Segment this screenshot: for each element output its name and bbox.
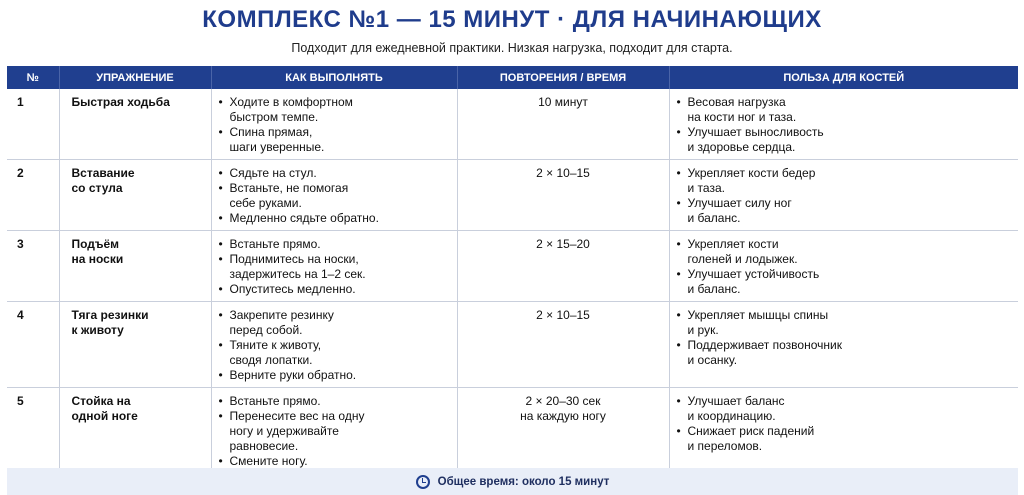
- list-item-line: • Укрепляет мышцы спины: [687, 308, 829, 322]
- list-item: [676, 338, 1013, 368]
- list-item-line: • Встаньте прямо.: [229, 237, 321, 251]
- reps-time: [457, 89, 669, 160]
- list-item-line: задержитесь на 1–2 сек.: [229, 267, 366, 281]
- list-item-line: • Укрепляет кости: [687, 237, 779, 251]
- header-num: №: [7, 66, 59, 89]
- reps-time-line: 2 × 10–15: [536, 308, 590, 322]
- row-number: 5: [17, 394, 24, 408]
- list-item: [676, 308, 1013, 338]
- list-item-line: себе руками.: [229, 196, 302, 210]
- list-item-line: • Ходите в комфортном: [229, 95, 353, 109]
- list-item-line: и переломов.: [687, 439, 763, 453]
- table-row: [7, 388, 1018, 474]
- list-item-line: • Сядьте на стул.: [229, 166, 317, 180]
- list-item: [218, 237, 451, 252]
- bone-benefit: [669, 89, 1018, 160]
- how-to-perform: [211, 388, 457, 474]
- header-how: КАК ВЫПОЛНЯТЬ: [211, 66, 457, 89]
- how-to-perform-list: [218, 166, 451, 226]
- list-item: [218, 282, 451, 297]
- list-item-line: быстром темпе.: [229, 110, 319, 124]
- list-item: [218, 166, 451, 181]
- list-item-line: • Встаньте прямо.: [229, 394, 321, 408]
- page-subtitle: Подходит для ежедневной практики. Низкая нагрузка, подходит для старта.: [291, 41, 733, 55]
- reps-time-line: 10 минут: [538, 95, 588, 109]
- how-to-perform-list: [218, 394, 451, 469]
- exercise-name: [59, 89, 211, 160]
- list-item-line: • Улучшает выносливость: [687, 125, 824, 139]
- list-item-line: ногу и удерживайте: [229, 424, 339, 438]
- reps-time: [457, 302, 669, 388]
- bone-benefit-list: [676, 95, 1013, 155]
- list-item-line: равновесие.: [229, 439, 299, 453]
- list-item-line: шаги уверенные.: [229, 140, 325, 154]
- bone-benefit: [669, 388, 1018, 474]
- reps-time: [457, 160, 669, 231]
- list-item-line: и таза.: [687, 181, 725, 195]
- list-item-line: • Встаньте, не помогая: [229, 181, 349, 195]
- exercise-name-line: Тяга резинки: [71, 308, 149, 322]
- list-item-line: • Тяните к животу,: [229, 338, 322, 352]
- exercise-name-line: к животу: [71, 323, 124, 337]
- reps-time: [457, 388, 669, 474]
- list-item-line: голеней и лодыжек.: [687, 252, 798, 266]
- list-item-line: перед собой.: [229, 323, 303, 337]
- header-reps: ПОВТОРЕНИЯ / ВРЕМЯ: [457, 66, 669, 89]
- how-to-perform: [211, 89, 457, 160]
- how-to-perform-list: [218, 308, 451, 383]
- exercise-name-line: со стула: [71, 181, 123, 195]
- list-item-line: • Верните руки обратно.: [229, 368, 357, 382]
- row-number: 2: [7, 160, 59, 231]
- list-item-line: и баланс.: [687, 211, 741, 225]
- list-item-line: • Опуститесь медленно.: [229, 282, 356, 296]
- list-item-line: • Укрепляет кости бедер: [687, 166, 816, 180]
- total-time-text: Общее время: около 15 минут: [437, 475, 610, 488]
- list-item-line: на кости ног и таза.: [687, 110, 797, 124]
- bone-benefit: [669, 231, 1018, 302]
- list-item-line: • Улучшает устойчивость: [687, 267, 820, 281]
- table-row: [7, 89, 1018, 160]
- header-exercise: УПРАЖНЕНИЕ: [59, 66, 211, 89]
- exercise-name: [59, 231, 211, 302]
- how-to-perform-list: [218, 95, 451, 155]
- list-item-line: и здоровье сердца.: [687, 140, 796, 154]
- list-item-line: • Весовая нагрузка: [687, 95, 786, 109]
- exercise-name-line: Стойка на: [71, 394, 131, 408]
- list-item: [218, 394, 451, 409]
- row-number: 4: [7, 302, 59, 388]
- exercise-name-line: Вставание: [71, 166, 135, 180]
- how-to-perform: [211, 160, 457, 231]
- list-item: [676, 424, 1013, 454]
- list-item: [676, 237, 1013, 267]
- list-item: [676, 95, 1013, 125]
- exercise-name: [59, 302, 211, 388]
- table-header-row: [7, 66, 1018, 89]
- bone-benefit-list: [676, 237, 1013, 297]
- exercise-name-line: на носки: [71, 252, 124, 266]
- list-item-line: сводя лопатки.: [229, 353, 313, 367]
- list-item-line: • Поддерживает позвоночник: [687, 338, 842, 352]
- bone-benefit-list: [676, 394, 1013, 454]
- reps-time-line: 2 × 10–15: [536, 166, 590, 180]
- list-item: [218, 252, 451, 282]
- list-item: [218, 454, 451, 469]
- list-item: [218, 409, 451, 454]
- bone-benefit-list: [676, 308, 1013, 368]
- list-item-line: и рук.: [687, 323, 719, 337]
- exercise-table: [7, 66, 1018, 473]
- list-item-line: • Медленно сядьте обратно.: [229, 211, 379, 225]
- list-item: [218, 211, 451, 226]
- list-item-line: • Снижает риск падений: [687, 424, 815, 438]
- exercise-name-line: одной ноге: [71, 409, 138, 423]
- list-item: [218, 125, 451, 155]
- table-row: [7, 302, 1018, 388]
- header-benefit: ПОЛЬЗА ДЛЯ КОСТЕЙ: [669, 66, 1018, 89]
- table-row: [7, 160, 1018, 231]
- list-item-line: и баланс.: [687, 282, 741, 296]
- bone-benefit: [669, 160, 1018, 231]
- list-item-line: • Смените ногу.: [229, 454, 308, 468]
- reps-time-line: 2 × 15–20: [536, 237, 590, 251]
- list-item: [676, 394, 1013, 424]
- exercise-name: [59, 160, 211, 231]
- list-item: [676, 267, 1013, 297]
- list-item-line: и осанку.: [687, 353, 738, 367]
- list-item: [218, 95, 451, 125]
- list-item: [676, 125, 1013, 155]
- how-to-perform: [211, 302, 457, 388]
- list-item-line: и координацию.: [687, 409, 776, 423]
- how-to-perform-list: [218, 237, 451, 297]
- page-title: КОМПЛЕКС №1 — 15 МИНУТ · ДЛЯ НАЧИНАЮЩИХ: [202, 6, 822, 33]
- reps-time: [457, 231, 669, 302]
- list-item: [218, 181, 451, 211]
- list-item-line: • Улучшает баланс: [687, 394, 785, 408]
- bone-benefit-list: [676, 166, 1013, 226]
- list-item-line: • Закрепите резинку: [229, 308, 334, 322]
- exercise-name-line: Быстрая ходьба: [71, 95, 170, 109]
- list-item-line: • Улучшает силу ног: [687, 196, 792, 210]
- list-item: [676, 166, 1013, 196]
- reps-time-line: 2 × 20–30 сек: [525, 394, 601, 408]
- exercise-name: [59, 388, 211, 474]
- list-item: [676, 196, 1013, 226]
- list-item: [218, 338, 451, 368]
- list-item-line: • Поднимитесь на носки,: [229, 252, 359, 266]
- list-item-line: • Перенесите вес на одну: [229, 409, 365, 423]
- list-item: [218, 368, 451, 383]
- exercise-name-line: Подъём: [71, 237, 120, 251]
- table-row: [7, 231, 1018, 302]
- row-number: 3: [7, 231, 59, 302]
- list-item: [218, 308, 451, 338]
- clock-icon: [416, 475, 430, 489]
- reps-time-line: на каждую ногу: [520, 409, 606, 423]
- bone-benefit: [669, 302, 1018, 388]
- total-time-bar: [7, 468, 1018, 495]
- row-number: 1: [7, 89, 59, 160]
- how-to-perform: [211, 231, 457, 302]
- list-item-line: • Спина прямая,: [229, 125, 313, 139]
